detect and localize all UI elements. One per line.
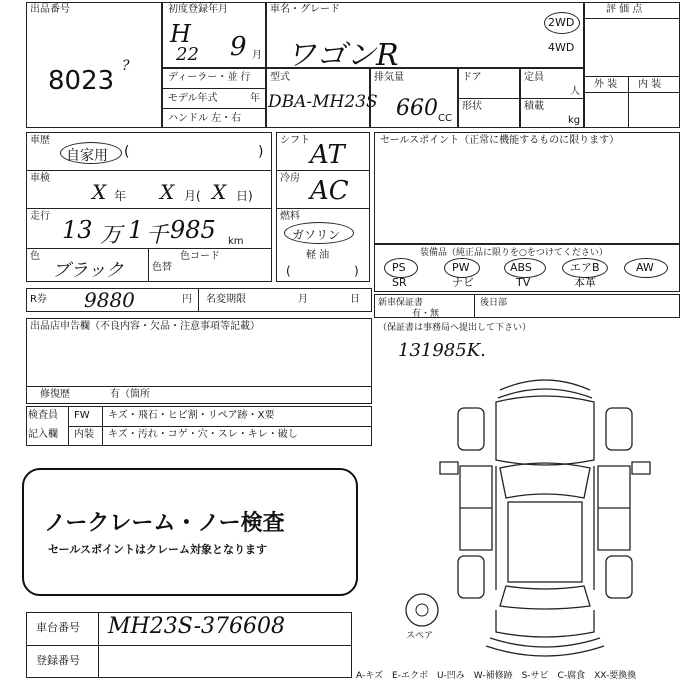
warranty-handwritten: 131985K. (398, 340, 486, 361)
inspector-inner-items: キズ・汚れ・コゲ・穴・スレ・キレ・破し (108, 429, 298, 440)
chassis-label: 車台番号 (36, 621, 80, 634)
fuel-value: ガソリン (292, 228, 341, 242)
selling-point-label: セールスポイント（正常に機能するものに限ります） (380, 135, 620, 146)
ac-value: AC (310, 176, 349, 206)
inspector-fw-items: キズ・飛石・ヒビ割・リペア跡・X要 (108, 410, 275, 421)
car-damage-diagram (400, 370, 690, 670)
name-change-label: 名変期限 (206, 294, 246, 305)
history-paren-close: ) (258, 144, 264, 160)
shape-label: 形状 (462, 101, 482, 112)
report-divider (26, 386, 372, 387)
registration-month-unit: 月 (252, 50, 262, 61)
mileage-label: 走行 (30, 211, 50, 222)
type-label: 型式 (270, 72, 290, 83)
rating-divider-3 (584, 92, 680, 93)
mileage-man-unit: 万 (100, 223, 123, 248)
registration-number-label: 登録番号 (36, 654, 80, 667)
eq-leather: 本革 (574, 276, 596, 289)
spare-tire-icon (406, 594, 438, 626)
eq-tv: TV (516, 276, 531, 289)
stamp-subtitle: セールスポイントはクレーム対象となります (48, 543, 268, 556)
rating-divider-2 (584, 76, 680, 77)
displacement-unit: CC (438, 113, 452, 124)
era-value: H (170, 20, 191, 48)
history-divider-2 (26, 208, 272, 209)
capacity-unit: 人 (570, 86, 580, 97)
recycle-yen: 円 (182, 294, 192, 305)
rating-divider-v (628, 76, 629, 128)
ac-label: 冷房 (280, 173, 300, 184)
fuel-label: 燃料 (280, 211, 300, 222)
shaken-day-value: X (212, 180, 227, 204)
mileage-rest-value: 985 (170, 216, 216, 244)
recycle-value: 9880 (84, 288, 135, 312)
inspector-fw: FW (74, 410, 90, 421)
repair-value: 有（箇所 (110, 389, 150, 400)
inspector-label-1: 検査員 (28, 410, 58, 421)
report-label: 出品店申告欄（不良内容・欠品・注意事項等記載） (30, 321, 260, 332)
eq-sr: SR (392, 276, 407, 289)
type-value: DBA-MH23S (268, 92, 378, 112)
eq-airbag: エアB (570, 261, 600, 274)
mileage-1k-value: 1 (128, 216, 144, 244)
name-change-month: 月 (298, 294, 308, 305)
eq-abs: ABS (510, 261, 532, 274)
selling-point-block (374, 132, 680, 244)
shaken-year-unit: 年 (114, 189, 127, 203)
history-paren-open: ( (124, 144, 130, 160)
diesel-label: 軽 油 (306, 250, 330, 261)
mech-divider-1 (276, 170, 370, 171)
exterior-label: 外 装 (594, 79, 618, 90)
history-label: 車歴 (30, 135, 50, 146)
color-value: ブラック (52, 260, 124, 281)
rating-label: 評 価 点 (606, 4, 643, 15)
car-name-label: 車名・グレード (270, 4, 340, 15)
warranty-note: （保証書は事務局へ提出して下さい） (378, 323, 532, 333)
recycle-label: R券 (30, 294, 47, 305)
rating-divider (584, 18, 680, 19)
history-divider-1 (26, 170, 272, 171)
shift-label: シフト (280, 135, 310, 146)
chassis-divider-v (98, 612, 99, 678)
recycle-divider (198, 288, 199, 312)
rating-cell (584, 2, 680, 128)
history-divider-3 (26, 248, 272, 249)
diesel-paren-close: ) (354, 264, 359, 278)
color-change-label: 色替 (152, 262, 172, 273)
registration-year-value: 22 (176, 44, 199, 65)
mileage-sen-unit: 千 (146, 223, 169, 248)
drive-4wd: 4WD (548, 41, 575, 54)
history-value: 自家用 (66, 148, 108, 164)
capacity-label: 定員 (524, 72, 544, 83)
warranty-date-label: 後日部 (480, 298, 508, 308)
inspector-inner: 内装 (74, 429, 94, 440)
warranty-divider (474, 294, 475, 318)
drive-2wd: 2WD (548, 16, 575, 29)
inspector-label-2: 記入欄 (28, 429, 58, 440)
model-year-unit: 年 (250, 93, 260, 104)
handle-label: ハンドル 左・右 (168, 113, 242, 124)
warranty-label: 新車保証書 (378, 298, 424, 308)
inspector-divider-h (68, 426, 372, 427)
shaken-month-unit: 月( (184, 189, 201, 203)
mech-divider-2 (276, 208, 370, 209)
shift-value: AT (310, 140, 345, 170)
repair-label: 修復歴 (40, 389, 70, 400)
mileage-10k-value: 13 (62, 216, 93, 244)
eq-ps: PS (392, 261, 406, 274)
lot-number-value: 8023 (48, 66, 115, 96)
damage-legend: A-キズ E-エクボ U-凹み W-補修跡 S-サビ C-腐食 XX-要換換 (356, 671, 637, 681)
lot-number-cell (26, 2, 162, 128)
dealer-divider (162, 88, 266, 89)
lot-number-label: 出品番号 (30, 4, 70, 15)
model-year-label: モデル年式 (168, 93, 218, 104)
dealer-label: ディーラー・並 行 (168, 72, 251, 83)
eq-navi: ナビ (452, 276, 474, 289)
chassis-value: MH23S-376608 (108, 614, 285, 639)
shaken-label: 車検 (30, 173, 50, 184)
model-year-divider (162, 108, 266, 109)
registration-month-value: 9 (230, 32, 247, 62)
eq-aw: AW (636, 261, 654, 274)
displacement-label: 排気量 (374, 72, 404, 83)
stamp-title: ノークレーム・ノー検査 (44, 511, 285, 536)
door-label: ドア (462, 72, 482, 83)
lot-number-mark: ? (122, 58, 130, 74)
color-divider (148, 248, 149, 282)
load-unit: kg (568, 115, 581, 126)
chassis-divider-h (26, 645, 352, 646)
shaken-month-value: X (160, 180, 175, 204)
displacement-value: 660 (396, 96, 438, 121)
color-label: 色 (30, 251, 40, 262)
diesel-paren-open: ( (286, 264, 291, 278)
shaken-day-unit: 日) (236, 189, 253, 203)
shaken-year-value: X (92, 180, 107, 204)
interior-label: 内 装 (638, 79, 662, 90)
color-code-label: 色コード (180, 251, 220, 262)
first-registration-label: 初度登録年月 (168, 4, 228, 15)
spare-label: スペア (406, 631, 434, 641)
mileage-km-unit: km (228, 236, 244, 247)
name-change-day: 日 (350, 294, 360, 305)
eq-pw: PW (452, 261, 470, 274)
car-name-value: ワゴンR (286, 38, 399, 73)
recycle-row (26, 288, 372, 312)
equipment-label: 装備品（純正品に限りを○をつけてください） (420, 248, 608, 258)
warranty-value: 有・無 (412, 309, 440, 319)
load-label: 積載 (524, 101, 544, 112)
